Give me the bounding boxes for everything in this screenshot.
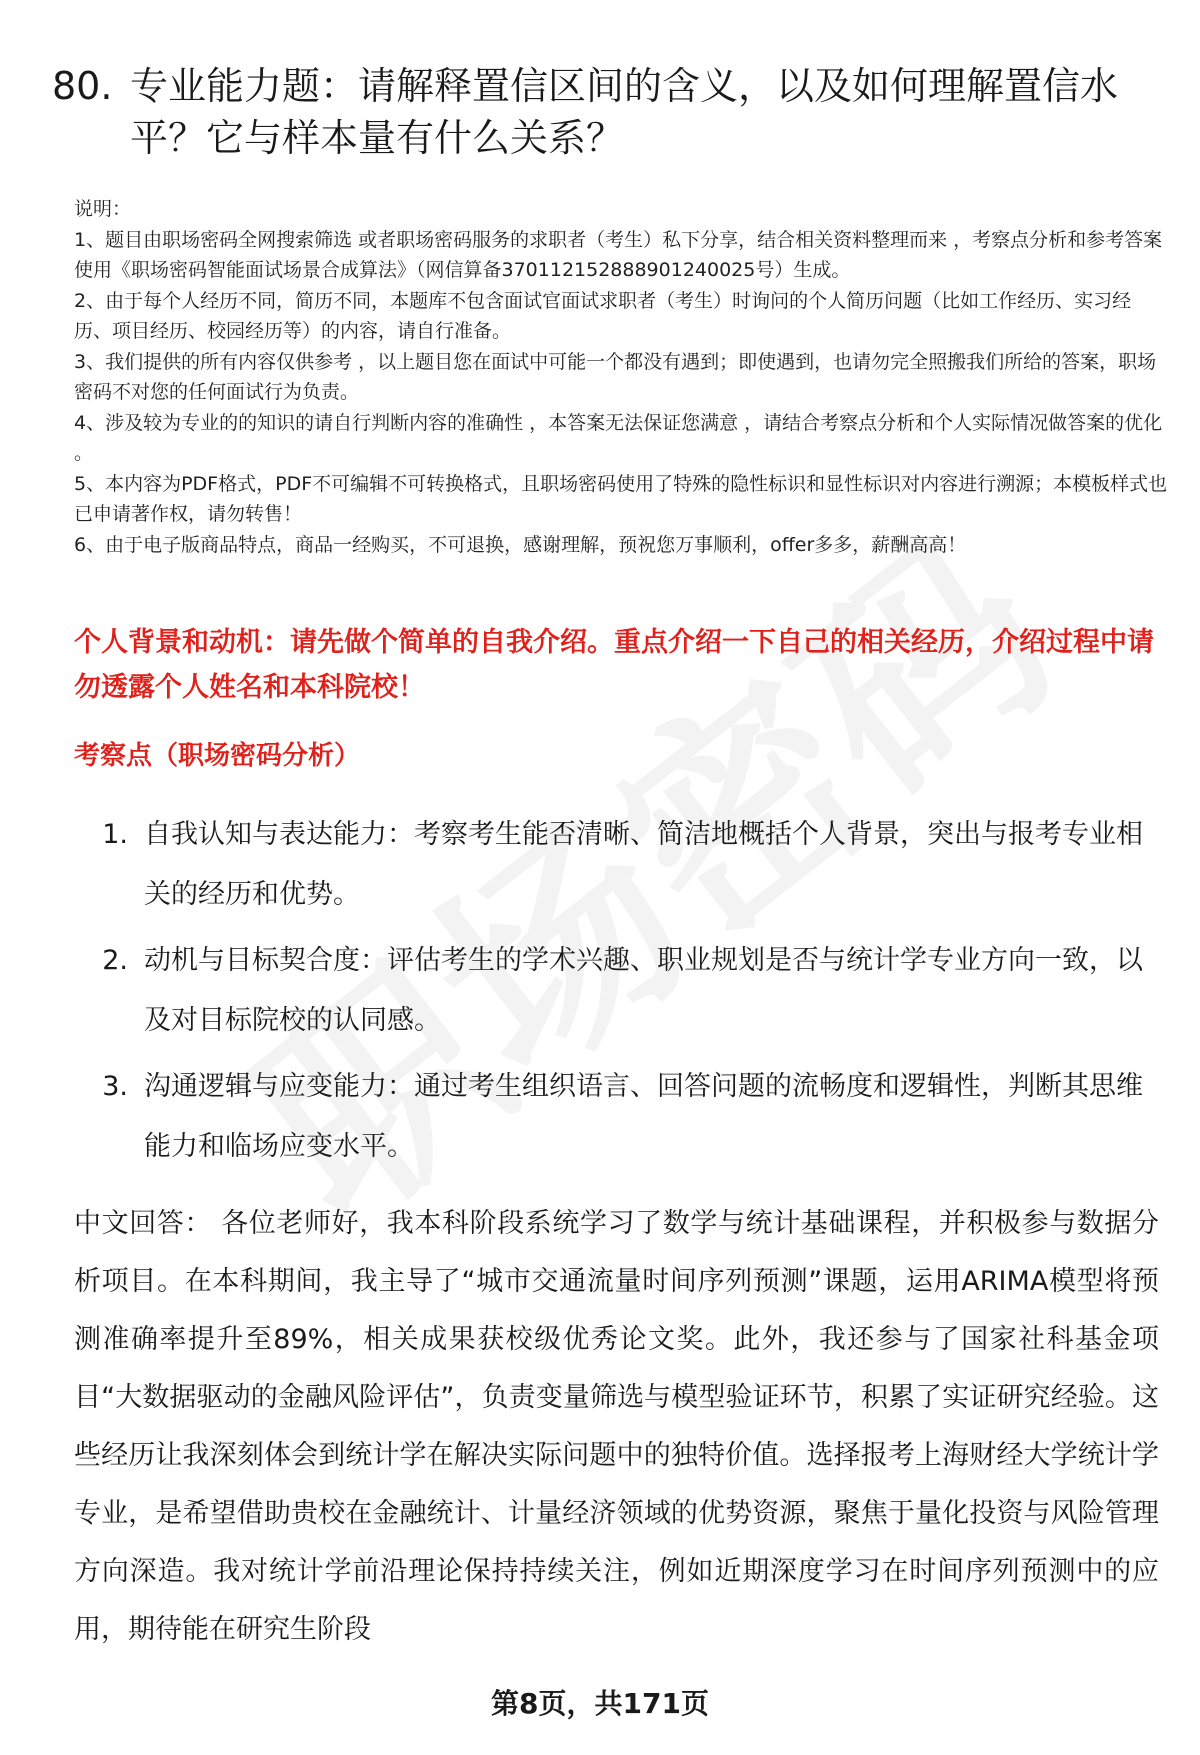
question-number: 80. bbox=[52, 64, 113, 108]
note-item: 3、我们提供的所有内容仅供参考 ，以上题目您在面试中可能一个都没有遇到；即使遇到，也请勿完全照搬我们所给的答案，职场密码不对您的任何面试行为负责。 bbox=[74, 350, 1157, 403]
note-item: 2、由于每个人经历不同，简历不同，本题库不包含面试官面试求职者（考生）时询问的个人简历问题（比如工作经历、实习经历、项目经历、校园经历等）的内容，请自行准备。 bbox=[74, 289, 1132, 342]
interview-prompt: 个人背景和动机：请先做个简单的自我介绍。重点介绍一下自己的相关经历，介绍过程中请勿透露个人姓名和本科院校！ bbox=[74, 627, 1154, 703]
note-item: 6、由于电子版商品特点，商品一经购买，不可退换，感谢理解，预祝您万事顺利，offer多多，薪酬高高！ bbox=[74, 533, 967, 556]
point-number: 3. bbox=[102, 1071, 128, 1102]
list-item bbox=[74, 1057, 1154, 1177]
list-item bbox=[74, 805, 1154, 925]
exam-points-list bbox=[74, 805, 1154, 1183]
point-text: 沟通逻辑与应变能力：通过考生组织语言、回答问题的流畅度和逻辑性，判断其思维能力和临场应变水平。 bbox=[144, 1071, 1143, 1162]
answer-paragraph bbox=[74, 1195, 1159, 1659]
point-number: 1. bbox=[102, 819, 128, 850]
notes-section bbox=[74, 194, 1169, 560]
answer-text: 各位老师好，我本科阶段系统学习了数学与统计基础课程，并积极参与数据分析项目。在本科期间，我主导了“城市交通流量时间序列预测”课题，运用ARIMA模型将预测准确率提升至89%，相关成果获校级优秀论文奖。此外，我还参与了国家社科基金项目“大数据驱动的金融风险评估”，负责变量筛选与模型验证环节，积累了实证研究经验。这些经历让我深刻体会到统计学在解决实际问题中的独特价值。选择报考上海财经大学统计学专业，是希望借助贵校在金融统计、计量经济领域的优势资源，聚焦于量化投资与风险管理方向深造。我对统计学前沿理论保持持续关注，例如近期深度学习在时间序列预测中的应用，期待能在研究生阶段 bbox=[74, 1208, 1160, 1645]
notes-label: 说明： bbox=[74, 198, 132, 220]
question-text: 专业能力题：请解释置信区间的含义，以及如何理解置信水平？它与样本量有什么关系？ bbox=[130, 64, 1119, 160]
note-item: 1、题目由职场密码全网搜索筛选 或者职场密码服务的求职者（考生）私下分享，结合相关资料整理而来 ，考察点分析和参考答案使用《职场密码智能面试场景合成算法》（网信算备370112152888901240025号）生成。 bbox=[74, 228, 1163, 281]
point-number: 2. bbox=[102, 945, 128, 976]
point-text: 自我认知与表达能力：考察考生能否清晰、简洁地概括个人背景，突出与报考专业相关的经历和优势。 bbox=[144, 819, 1143, 910]
answer-label: 中文回答： bbox=[74, 1208, 213, 1239]
note-item: 5、本内容为PDF格式，PDF不可编辑不可转换格式，且职场密码使用了特殊的隐性标识和显性标识对内容进行溯源；本模板样式也已申请著作权，请勿转售！ bbox=[74, 472, 1168, 525]
question-title bbox=[52, 60, 1162, 164]
exam-points-heading: 考察点（职场密码分析） bbox=[74, 741, 361, 771]
point-text: 动机与目标契合度：评估考生的学术兴趣、职业规划是否与统计学专业方向一致，以及对目标院校的认同感。 bbox=[144, 945, 1143, 1036]
page-footer: 第8页，共171页 bbox=[491, 1687, 709, 1720]
note-item: 4、涉及较为专业的的知识的请自行判断内容的准确性 ，本答案无法保证您满意 ，请结合考察点分析和个人实际情况做答案的优化 。 bbox=[74, 411, 1163, 464]
list-item bbox=[74, 931, 1154, 1051]
